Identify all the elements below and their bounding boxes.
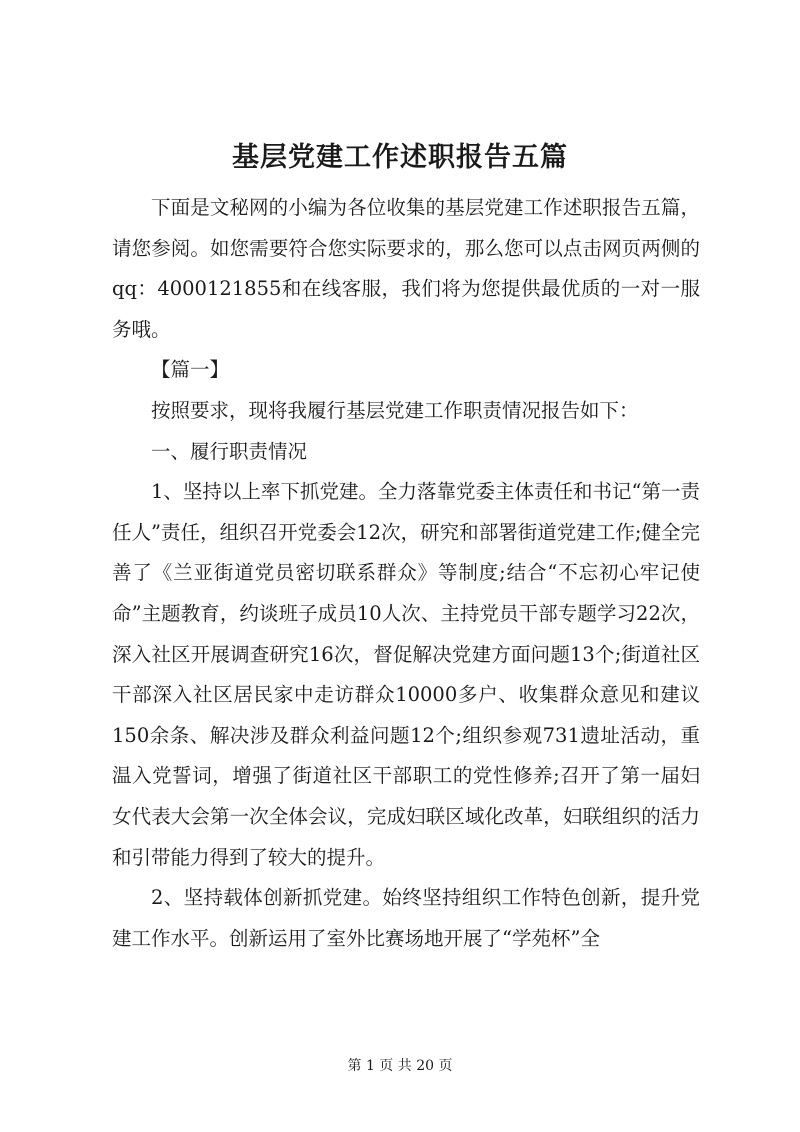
page-footer: 第 1 页 共 20 页 bbox=[347, 1058, 453, 1074]
body-paragraph: 按照要求，现将我履行基层党建工作职责情况报告如下： bbox=[151, 398, 639, 422]
intro-paragraph: 下面是文秘网的小编为各位收集的基层党建工作述职报告五篇，请您参阅。如您需要符合您实际要求的，那么您可以点击网页两侧的qq：4000121855和在线客服，我们将为您提供最优质的一对一服务哦。 bbox=[112, 196, 700, 341]
body-paragraph: 2、坚持载体创新抓党建。始终坚持组织工作特色创新，提升党建工作水平。创新运用了室外比赛场地开展了“学苑杯”全 bbox=[112, 886, 700, 950]
body-paragraph: 1、坚持以上率下抓党建。全力落靠党委主体责任和书记“第一责任人”责任，组织召开党委会12次，研究和部署街道党建工作;健全完善了《兰亚街道党员密切联系群众》等制度;结合“不忘初心牢记使命”主题教育，约谈班子成员10人次、主持党员干部专题学习22次，深入社区开展调查研究16次，督促解决党建方面问题13个;街道社区干部深入社区居民家中走访群众10000多户、收集群众意见和建议150余条、解决涉及群众利益问题12个;组织参观731遗址活动，重温入党誓词，增强了街道社区干部职工的党性修养;召开了第一届妇女代表大会第一次全体会议，完成妇联区域化改革，妇联组织的活力和引带能力得到了较大的提升。 bbox=[112, 480, 700, 869]
section-heading: 【篇一】 bbox=[151, 358, 230, 382]
subsection-heading: 一、履行职责情况 bbox=[151, 439, 308, 463]
document-body bbox=[112, 188, 700, 959]
document-title: 基层党建工作述职报告五篇 bbox=[232, 142, 568, 173]
